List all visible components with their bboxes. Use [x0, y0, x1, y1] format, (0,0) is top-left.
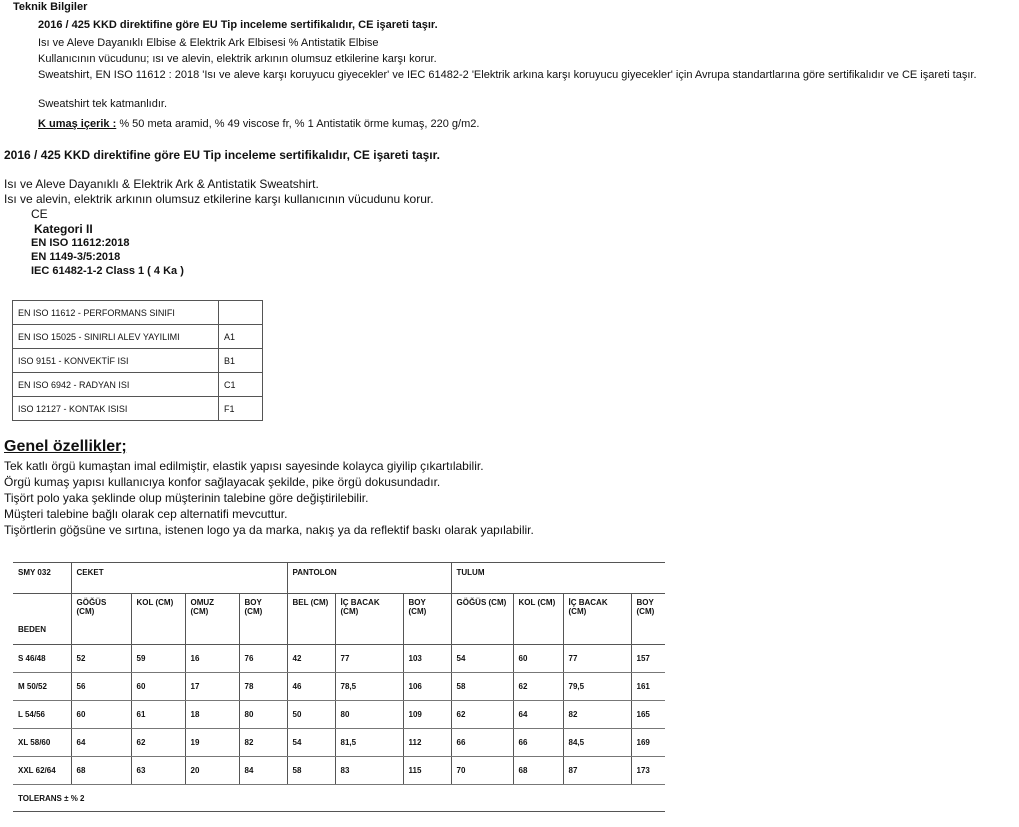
column-header: BOY (CM)	[403, 594, 451, 645]
tb-heading: 2016 / 425 KKD direktifine göre EU Tip inceleme sertifikalıdır, CE işareti taşır.	[38, 19, 438, 31]
table-cell: 54	[451, 645, 513, 673]
table-cell: 64	[71, 729, 131, 757]
table-cell: 161	[631, 673, 665, 701]
table-cell: 18	[185, 701, 239, 729]
table-cell: 62	[451, 701, 513, 729]
table-cell: 106	[403, 673, 451, 701]
table-cell: 54	[287, 729, 335, 757]
table-row	[13, 301, 263, 325]
table-header-row	[13, 563, 665, 594]
column-header: OMUZ (CM)	[185, 594, 239, 645]
table-row	[13, 673, 665, 701]
table-cell: 83	[335, 757, 403, 785]
genel-line: Örgü kumaş yapısı kullanıcıya konfor sağlayacak şekilde, pike örgü dokusundadır.	[4, 475, 441, 489]
table-cell: 58	[451, 673, 513, 701]
table-cell: 62	[131, 729, 185, 757]
genel-line: Tişörtlerin göğsüne ve sırtına, istenen logo ya da marka, nakış ya da reflektif baskı olarak yapılabilir.	[4, 523, 534, 537]
kumas-label: K umaş içerik :	[38, 118, 117, 130]
kumas-value: % 50 meta aramid, % 49 viscose fr, % 1 Antistatik örme kumaş, 220 g/m2.	[116, 118, 480, 130]
table-cell: 60	[513, 645, 563, 673]
table-cell: 46	[287, 673, 335, 701]
table-cell: 66	[451, 729, 513, 757]
column-header: GÖĞÜS (CM)	[71, 594, 131, 645]
table-cell: C1	[219, 373, 263, 397]
size-cell: XL 58/60	[13, 729, 71, 757]
column-header: GÖĞÜS (CM)	[451, 594, 513, 645]
table-cell: 66	[513, 729, 563, 757]
genel-title: Genel özellikler;	[4, 438, 127, 455]
table-cell: 64	[513, 701, 563, 729]
table-cell: 16	[185, 645, 239, 673]
table-cell: EN ISO 6942 - RADYAN ISI	[13, 373, 219, 397]
column-header: KOL (CM)	[513, 594, 563, 645]
kategori: Kategori II	[34, 222, 93, 236]
description-line: Isı ve Aleve Dayanıklı & Elektrik Ark & Antistatik Sweatshirt.	[4, 177, 319, 191]
table-cell: 61	[131, 701, 185, 729]
table-cell: 59	[131, 645, 185, 673]
model-cell: SMY 032	[13, 563, 71, 594]
table-cell: 56	[71, 673, 131, 701]
table-cell: 115	[403, 757, 451, 785]
table-cell: 52	[71, 645, 131, 673]
table-row	[13, 785, 665, 812]
tb-line: Kullanıcının vücudunu; ısı ve alevin, elektrik arkının olumsuz etkilerine karşı korur.	[38, 53, 437, 65]
table-cell: F1	[219, 397, 263, 421]
column-header: İÇ BACAK (CM)	[563, 594, 631, 645]
table-cell: 70	[451, 757, 513, 785]
table-cell: 173	[631, 757, 665, 785]
beden-label: BEDEN	[13, 594, 71, 645]
group-header: PANTOLON	[287, 563, 451, 594]
table-cell: 169	[631, 729, 665, 757]
ce-mark: CE	[31, 207, 48, 221]
group-header: TULUM	[451, 563, 665, 594]
table-cell: 77	[335, 645, 403, 673]
table-cell: 76	[239, 645, 287, 673]
group-header: CEKET	[71, 563, 287, 594]
table-row	[13, 701, 665, 729]
tolerance-cell: TOLERANS ± % 2	[13, 785, 665, 812]
table-cell: 157	[631, 645, 665, 673]
table-cell: 60	[71, 701, 131, 729]
table-row	[13, 729, 665, 757]
table-row	[13, 645, 665, 673]
column-header: KOL (CM)	[131, 594, 185, 645]
description-line: Isı ve alevin, elektrik arkının olumsuz etkilerine karşı kullanıcının vücudunu korur.	[4, 192, 434, 206]
table-cell: 82	[239, 729, 287, 757]
table-cell: 63	[131, 757, 185, 785]
table-cell: ISO 9151 - KONVEKTİF ISI	[13, 349, 219, 373]
table-cell: 84,5	[563, 729, 631, 757]
table-cell: EN ISO 15025 - SINIRLI ALEV YAYILIMI	[13, 325, 219, 349]
table-cell: 42	[287, 645, 335, 673]
column-header: BOY (CM)	[239, 594, 287, 645]
column-header: BEL (CM)	[287, 594, 335, 645]
table-cell: B1	[219, 349, 263, 373]
column-header: BOY (CM)	[631, 594, 665, 645]
table-cell: 68	[71, 757, 131, 785]
table-cell: A1	[219, 325, 263, 349]
table-cell: 79,5	[563, 673, 631, 701]
section-title: Teknik Bilgiler	[13, 1, 88, 13]
size-cell: L 54/56	[13, 701, 71, 729]
table-cell: 58	[287, 757, 335, 785]
table-cell: 62	[513, 673, 563, 701]
standard: IEC 61482-1-2 Class 1 ( 4 Ka )	[31, 265, 184, 277]
table-cell: ISO 12127 - KONTAK ISISI	[13, 397, 219, 421]
table-header-row	[13, 594, 665, 645]
table-cell: 77	[563, 645, 631, 673]
genel-line: Tek katlı örgü kumaştan imal edilmiştir, elastik yapısı sayesinde kolayca giyilip çıkartılabilir.	[4, 459, 484, 473]
table-cell: 112	[403, 729, 451, 757]
standard: EN 1149-3/5:2018	[31, 251, 121, 263]
table-cell: 19	[185, 729, 239, 757]
table-cell: 60	[131, 673, 185, 701]
table-row	[13, 757, 665, 785]
table-row	[13, 373, 263, 397]
size-cell: M 50/52	[13, 673, 71, 701]
directive-heading: 2016 / 425 KKD direktifine göre EU Tip inceleme sertifikalıdır, CE işareti taşır.	[4, 148, 440, 162]
table-cell: 81,5	[335, 729, 403, 757]
table-row	[13, 349, 263, 373]
genel-line: Tişört polo yaka şeklinde olup müşterinin talebine göre değiştirilebilir.	[4, 491, 369, 505]
table-cell: 109	[403, 701, 451, 729]
table-row	[13, 325, 263, 349]
size-table	[13, 562, 665, 812]
tb-line: Sweatshirt tek katmanlıdır.	[38, 98, 167, 110]
standard: EN ISO 11612:2018	[31, 237, 130, 249]
table-cell: 78	[239, 673, 287, 701]
size-cell: S 46/48	[13, 645, 71, 673]
performance-table	[12, 300, 263, 421]
table-cell: 84	[239, 757, 287, 785]
tb-line: Isı ve Aleve Dayanıklı Elbise & Elektrik Ark Elbisesi % Antistatik Elbise	[38, 37, 379, 49]
table-cell: 103	[403, 645, 451, 673]
table-row	[13, 397, 263, 421]
size-cell: XXL 62/64	[13, 757, 71, 785]
genel-line: Müşteri talebine bağlı olarak cep alternatifi mevcuttur.	[4, 507, 288, 521]
table-cell: 80	[239, 701, 287, 729]
table-cell: 68	[513, 757, 563, 785]
table-cell: 17	[185, 673, 239, 701]
tb-line: Sweatshirt, EN ISO 11612 : 2018 'Isı ve aleve karşı koruyucu giyecekler' ve IEC 61482-2 'Elektrik arkına karşı koruyucu giyecekler' için Avrupa standartlarına göre sertifikalıdır ve CE işareti taşır.	[38, 69, 977, 81]
table-cell: 80	[335, 701, 403, 729]
table-cell: 165	[631, 701, 665, 729]
table-cell: 78,5	[335, 673, 403, 701]
table-cell	[219, 301, 263, 325]
column-header: İÇ BACAK (CM)	[335, 594, 403, 645]
table-cell: 82	[563, 701, 631, 729]
table-cell: 87	[563, 757, 631, 785]
table-cell: EN ISO 11612 - PERFORMANS SINIFI	[13, 301, 219, 325]
kumas-line	[38, 118, 479, 130]
table-cell: 20	[185, 757, 239, 785]
table-cell: 50	[287, 701, 335, 729]
